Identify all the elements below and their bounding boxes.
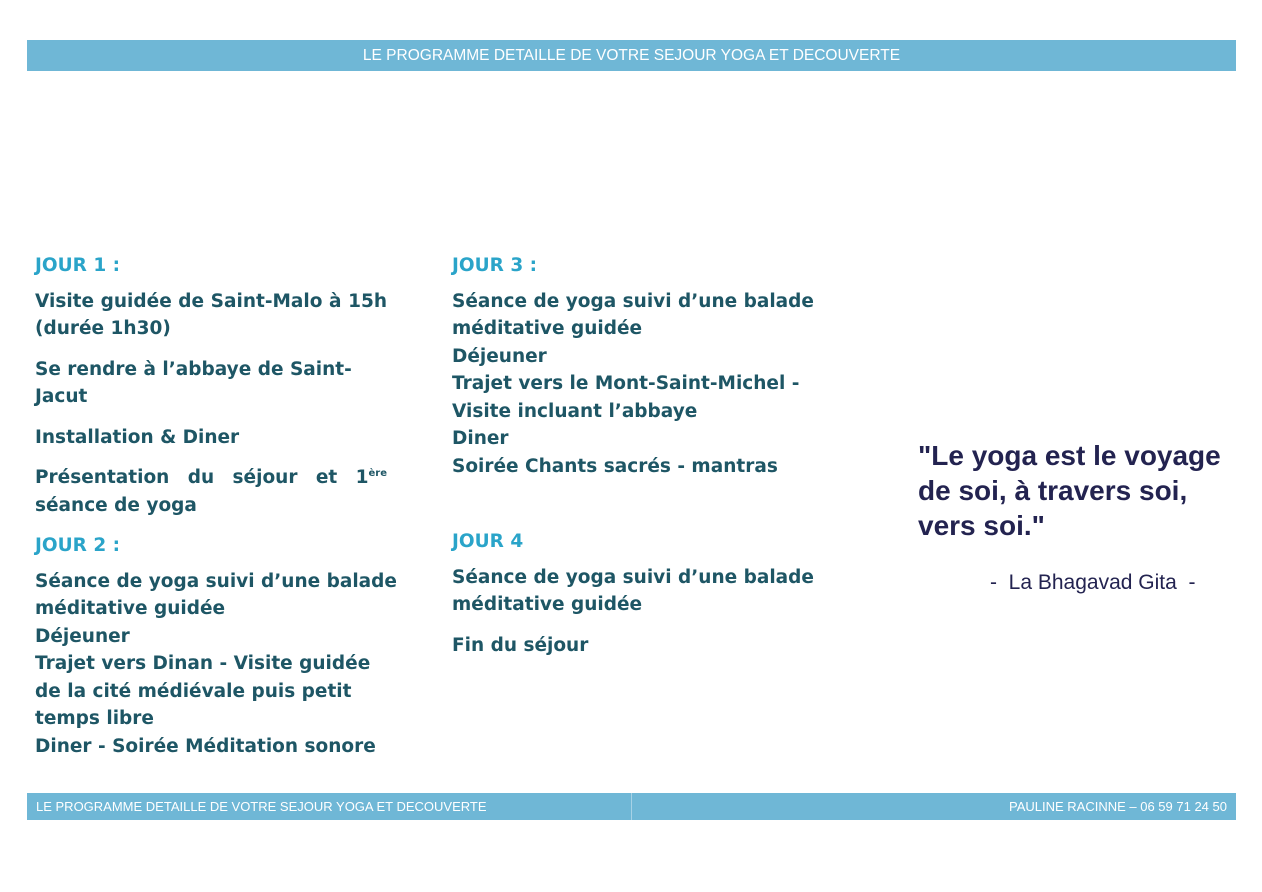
day1-item-presentation [35,464,387,519]
day4-title: JOUR 4 [452,531,524,552]
day2-line: Diner - Soirée Méditation sonore [35,735,376,757]
day2-title: JOUR 2 : [35,535,121,556]
day1-item-installation: Installation & Diner [35,426,240,448]
day3-title: JOUR 3 : [452,255,538,276]
day1-item4-text: Présentation du séjour et 1 [35,467,369,488]
day2-line: temps libre [35,708,154,729]
program-column-middle [452,252,812,659]
day3-line: Trajet vers le Mont-Saint-Michel - [452,373,800,394]
day3-list [452,288,812,481]
day3-line: méditative guidée [452,318,643,339]
day4-line: Séance de yoga suivi d’une balade [452,566,814,588]
header-banner [27,40,1236,71]
day1-item-abbey: Se rendre à l’abbaye de Saint-Jacut [35,358,352,407]
quote-author: - La Bhagavad Gita - [990,571,1196,594]
program-column-left [35,252,397,760]
day3-line: Visite incluant l’abbaye [452,400,698,422]
day2-line: Séance de yoga suivi d’une balade [35,570,397,592]
day3-line: Soirée Chants sacrés - mantras [452,455,778,477]
footer-left-text: LE PROGRAMME DETAILLE DE VOTRE SEJOUR YOGA ET DECOUVERTE [36,799,487,814]
day3-line: Diner [452,428,509,449]
footer-divider [631,793,632,820]
day1-title: JOUR 1 : [35,255,121,276]
day1-item4-superscript: ère [368,467,387,479]
day4-list [452,564,812,660]
day2-list [35,568,397,761]
day2-line: de la cité médiévale puis petit [35,680,352,702]
day4-end-line: Fin du séjour [452,634,589,656]
header-title: LE PROGRAMME DETAILLE DE VOTRE SEJOUR YOGA ET DECOUVERTE [362,47,901,64]
day2-line: méditative guidée [35,598,226,619]
day3-line: Déjeuner [452,345,547,367]
day2-line: Déjeuner [35,625,130,647]
day2-line: Trajet vers Dinan - Visite guidée [35,653,371,674]
footer-contact: PAULINE RACINNE – 06 59 71 24 50 [1009,799,1227,814]
day4-line: méditative guidée [452,594,643,615]
quote-text: "Le yoga est le voyage de soi, à travers soi, vers soi." [918,440,1221,541]
day1-item4-end: séance de yoga [35,494,197,516]
day3-line: Séance de yoga suivi d’une balade [452,290,814,312]
day1-item-visit: Visite guidée de Saint-Malo à 15h (durée 1h30) [35,290,387,339]
footer-banner [27,793,1236,820]
